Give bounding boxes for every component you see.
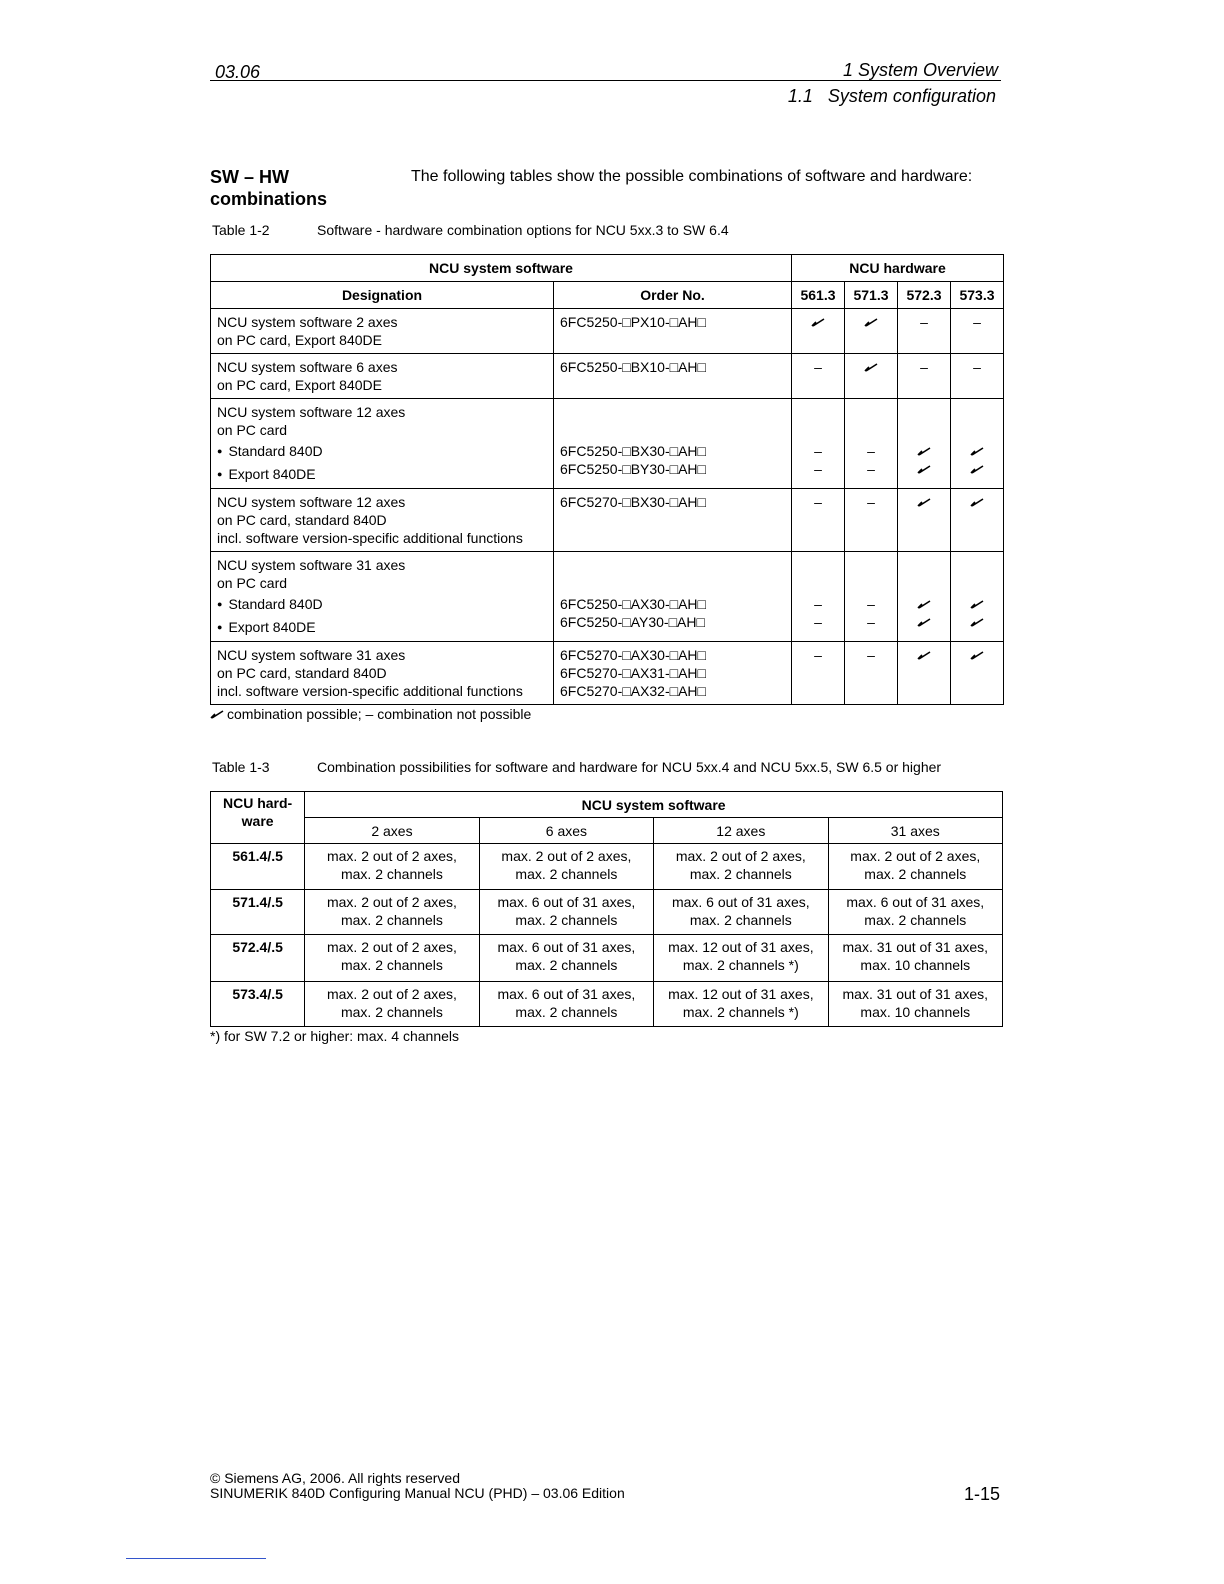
combination-not-possible: – <box>867 461 875 477</box>
header-date: 03.06 <box>215 62 261 82</box>
intro-text: The following tables show the possible combinations of software and hardware: <box>411 168 973 185</box>
hw-combination-cell <box>951 552 1004 642</box>
combination-not-possible: – <box>814 596 822 612</box>
combination-line: max. 2 out of 2 axes, <box>326 848 457 864</box>
header-section: 1.1 System configuration <box>787 86 996 106</box>
combination-not-possible: – <box>973 359 981 375</box>
check-icon <box>917 464 931 474</box>
table13-col-axes: 2 axes <box>305 818 479 844</box>
combination-cell <box>479 890 653 935</box>
designation-bullet <box>217 442 547 462</box>
combination-line: max. 2 out of 2 axes, <box>850 848 981 864</box>
table-row <box>211 399 1004 489</box>
footer-link-rule <box>126 1558 266 1559</box>
combination-not-possible: – <box>867 614 875 630</box>
order-number: 6FC5250-□AX30-□AH□ <box>560 596 706 612</box>
combination-cell <box>305 844 479 890</box>
combination-possible <box>798 313 838 331</box>
hw-combination-cell <box>898 309 951 354</box>
table-row <box>211 982 1003 1027</box>
table-row <box>211 844 1003 890</box>
hw-combination-cell <box>845 354 898 399</box>
order-number: 6FC5250-□BX10-□AH□ <box>560 359 706 375</box>
designation-cell <box>211 309 554 354</box>
combination-cell <box>479 844 653 890</box>
hw-combination-cell <box>951 354 1004 399</box>
combination-cell <box>479 982 653 1027</box>
designation-cell <box>211 489 554 552</box>
designation-bullet <box>217 595 547 615</box>
hw-combination-cell <box>845 489 898 552</box>
combination-possible <box>904 493 944 511</box>
combination-possible <box>957 442 997 460</box>
designation-line: on PC card <box>217 575 288 591</box>
designation-line: NCU system software 2 axes <box>217 314 398 330</box>
hw-combination-cell <box>792 309 845 354</box>
combination-possible <box>957 646 997 664</box>
hw-combination-cell <box>951 489 1004 552</box>
side-title-line2: combinations <box>210 189 328 209</box>
check-icon <box>970 446 984 456</box>
combination-not-possible: – <box>867 647 875 663</box>
table13-col-axes: 31 axes <box>828 818 1002 844</box>
combination-line: max. 2 channels <box>515 1004 618 1020</box>
check-icon <box>970 650 984 660</box>
designation-line: NCU system software 31 axes <box>217 647 406 663</box>
hw-combination-cell <box>898 399 951 489</box>
designation-line: on PC card, standard 840D <box>217 665 387 681</box>
combination-line: max. 2 channels <box>864 866 967 882</box>
combination-line: max. 10 channels <box>860 1004 971 1020</box>
combination-line: max. 2 channels <box>515 912 618 928</box>
combination-possible <box>957 460 997 478</box>
check-icon <box>970 497 984 507</box>
hw-combination-cell <box>898 354 951 399</box>
combination-line: max. 6 out of 31 axes, <box>497 986 636 1002</box>
combination-cell <box>828 844 1002 890</box>
combination-line: max. 2 channels *) <box>682 1004 799 1020</box>
combination-cell <box>654 935 828 982</box>
combination-line: max. 6 out of 31 axes, <box>846 894 985 910</box>
designation-line: on PC card <box>217 422 288 438</box>
combination-line: max. 2 channels <box>689 866 792 882</box>
hw-combination-cell <box>845 399 898 489</box>
designation-line: on PC card, Export 840DE <box>217 332 382 348</box>
hw-combination-cell <box>898 642 951 705</box>
combination-possible <box>851 313 891 331</box>
hw-combination-cell <box>898 489 951 552</box>
table12-col-hw: 571.3 <box>845 282 898 309</box>
table-row <box>211 890 1003 935</box>
combination-cell <box>828 935 1002 982</box>
table12-col-hw: 561.3 <box>792 282 845 309</box>
combination-possible <box>904 460 944 478</box>
check-icon <box>970 464 984 474</box>
order-cell <box>554 309 792 354</box>
designation-cell <box>211 642 554 705</box>
designation-bullet-text: Export 840DE <box>228 619 316 635</box>
side-title-line1: SW – HW <box>210 167 289 187</box>
table-row <box>211 489 1004 552</box>
combination-cell <box>305 890 479 935</box>
combination-cell <box>654 844 828 890</box>
table12-group-hardware: NCU hardware <box>792 255 1004 282</box>
combination-line: max. 2 channels <box>864 912 967 928</box>
check-icon <box>864 317 878 327</box>
header-chapter: 1 System Overview <box>842 60 998 80</box>
combination-cell <box>305 935 479 982</box>
table13-caption-text: Combination possibilities for software and hardware for NCU 5xx.4 and NCU 5xx.5, SW 6.5 or higher <box>317 759 942 775</box>
designation-line: NCU system software 31 axes <box>217 557 406 573</box>
hw-row-header: 573.4/.5 <box>211 982 305 1027</box>
combination-line: max. 2 channels <box>340 957 443 973</box>
combination-cell <box>305 982 479 1027</box>
combination-line: max. 6 out of 31 axes, <box>497 939 636 955</box>
hw-row-header: 572.4/.5 <box>211 935 305 982</box>
combination-not-possible: – <box>867 494 875 510</box>
combination-cell <box>828 890 1002 935</box>
combination-line: max. 2 channels <box>340 866 443 882</box>
order-number: 6FC5250-□AY30-□AH□ <box>560 614 705 630</box>
order-cell <box>554 399 792 489</box>
order-cell <box>554 489 792 552</box>
check-icon <box>917 650 931 660</box>
order-number: 6FC5250-□PX10-□AH□ <box>560 314 706 330</box>
designation-bullet-text: Export 840DE <box>228 466 316 482</box>
combination-line: max. 12 out of 31 axes, <box>668 939 814 955</box>
combination-possible <box>851 358 891 376</box>
check-icon <box>811 317 825 327</box>
combination-line: max. 2 channels <box>689 912 792 928</box>
combination-line: max. 2 out of 2 axes, <box>326 939 457 955</box>
combination-cell <box>479 935 653 982</box>
designation-line: on PC card, Export 840DE <box>217 377 382 393</box>
combination-not-possible: – <box>973 314 981 330</box>
combination-not-possible: – <box>920 314 928 330</box>
table13-corner-line2: ware <box>241 813 274 829</box>
table13-corner-line1: NCU hard- <box>223 795 293 811</box>
table12-col-order: Order No. <box>554 282 792 309</box>
designation-line: NCU system software 6 axes <box>217 359 398 375</box>
order-cell <box>554 354 792 399</box>
table-row <box>211 309 1004 354</box>
combination-possible <box>904 442 944 460</box>
combination-possible <box>904 595 944 613</box>
combination-not-possible: – <box>814 443 822 459</box>
combination-line: max. 31 out of 31 axes, <box>842 939 989 955</box>
combination-line: max. 2 out of 2 axes, <box>326 894 457 910</box>
designation-bullet <box>217 465 547 485</box>
order-number: 6FC5270-□AX32-□AH□ <box>560 683 706 699</box>
combination-possible <box>957 613 997 631</box>
designation-line: on PC card, standard 840D <box>217 512 387 528</box>
check-icon <box>970 599 984 609</box>
hw-combination-cell <box>792 354 845 399</box>
hw-combination-cell <box>951 309 1004 354</box>
combination-possible <box>904 613 944 631</box>
side-title <box>210 166 327 210</box>
combination-not-possible: – <box>867 596 875 612</box>
order-number: 6FC5270-□AX31-□AH□ <box>560 665 706 681</box>
combination-not-possible: – <box>814 494 822 510</box>
order-number: 6FC5250-□BX30-□AH□ <box>560 443 706 459</box>
combination-possible <box>957 493 997 511</box>
table13-col-axes: 12 axes <box>654 818 828 844</box>
designation-cell <box>211 552 554 642</box>
combination-cell <box>654 890 828 935</box>
table13-group-software: NCU system software <box>305 792 1003 818</box>
table13-footnote: *) for SW 7.2 or higher: max. 4 channels <box>210 1028 459 1044</box>
table12-caption-text: Software - hardware combination options for NCU 5xx.3 to SW 6.4 <box>317 222 729 238</box>
designation-line: incl. software version-specific additional functions <box>217 530 523 546</box>
designation-bullet <box>217 618 547 638</box>
combination-line: max. 6 out of 31 axes, <box>671 894 810 910</box>
hw-combination-cell <box>792 399 845 489</box>
check-icon <box>210 709 224 719</box>
check-icon <box>970 617 984 627</box>
designation-line: NCU system software 12 axes <box>217 494 406 510</box>
table13-corner <box>211 792 305 844</box>
hw-combination-cell <box>792 552 845 642</box>
table13-caption-number: Table 1-3 <box>212 759 270 775</box>
combination-line: max. 2 out of 2 axes, <box>326 986 457 1002</box>
designation-line: incl. software version-specific additional functions <box>217 683 523 699</box>
combination-line: max. 10 channels <box>860 957 971 973</box>
combination-not-possible: – <box>814 359 822 375</box>
combination-line: max. 2 out of 2 axes, <box>675 848 806 864</box>
combination-not-possible: – <box>814 614 822 630</box>
combination-line: max. 31 out of 31 axes, <box>842 986 989 1002</box>
combination-cell <box>828 982 1002 1027</box>
order-cell <box>554 642 792 705</box>
hw-combination-cell <box>951 399 1004 489</box>
hw-combination-cell <box>792 489 845 552</box>
table-row <box>211 642 1004 705</box>
hw-combination-cell <box>845 552 898 642</box>
combination-not-possible: – <box>814 461 822 477</box>
hw-combination-cell <box>792 642 845 705</box>
combination-not-possible: – <box>814 647 822 663</box>
order-number: 6FC5270-□BX30-□AH□ <box>560 494 706 510</box>
combination-line: max. 2 channels <box>515 866 618 882</box>
combination-line: max. 2 channels <box>340 1004 443 1020</box>
order-number: 6FC5270-□AX30-□AH□ <box>560 647 706 663</box>
designation-bullet-text: Standard 840D <box>228 443 323 459</box>
check-icon <box>917 599 931 609</box>
hw-combination-cell <box>951 642 1004 705</box>
order-cell <box>554 552 792 642</box>
combination-line: max. 2 channels <box>340 912 443 928</box>
footer-copyright: © Siemens AG, 2006. All rights reserved <box>210 1470 460 1486</box>
hw-combination-cell <box>898 552 951 642</box>
check-icon <box>917 446 931 456</box>
designation-cell <box>211 399 554 489</box>
designation-bullet-text: Standard 840D <box>228 596 323 612</box>
combination-cell <box>654 982 828 1027</box>
table12-group-software: NCU system software <box>211 255 792 282</box>
designation-line: NCU system software 12 axes <box>217 404 406 420</box>
page-number: 1-15 <box>963 1484 1000 1504</box>
combination-line: max. 6 out of 31 axes, <box>497 894 636 910</box>
combination-not-possible: – <box>867 443 875 459</box>
check-icon <box>917 497 931 507</box>
combination-line: max. 12 out of 31 axes, <box>668 986 814 1002</box>
hw-combination-cell <box>845 642 898 705</box>
table-row <box>211 354 1004 399</box>
hw-row-header: 561.4/.5 <box>211 844 305 890</box>
table13-col-axes: 6 axes <box>479 818 653 844</box>
table12-col-designation: Designation <box>211 282 554 309</box>
header-rule <box>210 80 1001 81</box>
designation-cell <box>211 354 554 399</box>
table12-col-hw: 572.3 <box>898 282 951 309</box>
table-row <box>211 552 1004 642</box>
order-number: 6FC5250-□BY30-□AH□ <box>560 461 706 477</box>
footer-manual: SINUMERIK 840D Configuring Manual NCU (PHD) – 03.06 Edition <box>210 1485 625 1501</box>
combination-line: max. 2 out of 2 axes, <box>501 848 632 864</box>
table-row <box>211 935 1003 982</box>
combination-line: max. 2 channels *) <box>682 957 799 973</box>
combination-possible <box>957 595 997 613</box>
table12-col-hw: 573.3 <box>951 282 1004 309</box>
combination-not-possible: – <box>920 359 928 375</box>
combination-possible <box>904 646 944 664</box>
table12-legend <box>210 706 531 722</box>
table-1-2 <box>210 254 1004 705</box>
table-1-3 <box>210 791 1003 1027</box>
table12-legend-text: combination possible; – combination not possible <box>227 706 532 722</box>
combination-line: max. 2 channels <box>515 957 618 973</box>
hw-combination-cell <box>845 309 898 354</box>
check-icon <box>917 617 931 627</box>
table12-caption-number: Table 1-2 <box>212 222 270 238</box>
check-icon <box>864 362 878 372</box>
hw-row-header: 571.4/.5 <box>211 890 305 935</box>
